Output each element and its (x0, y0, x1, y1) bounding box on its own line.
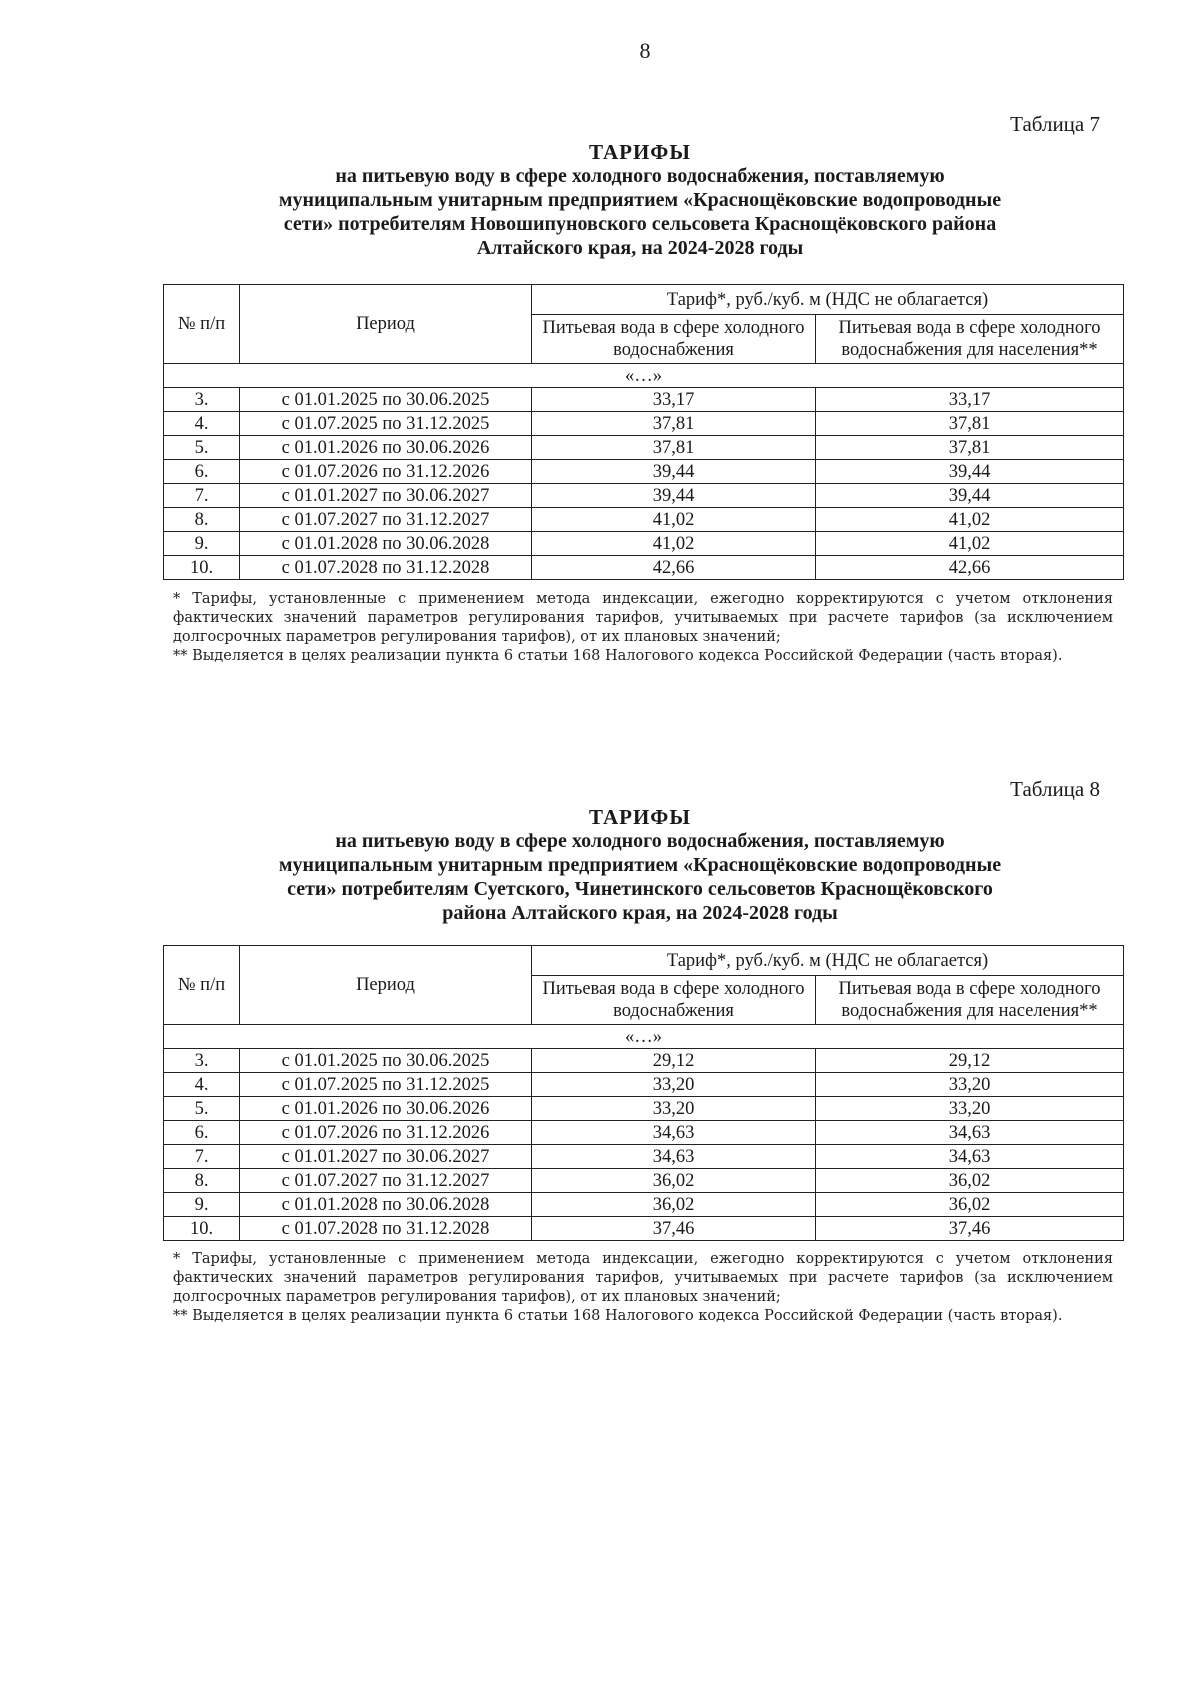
row-value-cold-water: 42,66 (532, 556, 816, 580)
row-value-cold-water: 33,17 (532, 388, 816, 412)
ellipsis-row: «…» (164, 364, 1124, 388)
row-period: с 01.01.2028 по 30.06.2028 (240, 532, 532, 556)
table-row (164, 1073, 1124, 1097)
table-row (164, 1049, 1124, 1073)
tariff-table (163, 945, 1124, 1241)
row-period: с 01.07.2028 по 31.12.2028 (240, 1217, 532, 1241)
table-row (164, 1217, 1124, 1241)
table-row (164, 1193, 1124, 1217)
row-value-cold-water: 37,46 (532, 1217, 816, 1241)
row-value-cold-water: 39,44 (532, 484, 816, 508)
row-value-population: 39,44 (816, 460, 1124, 484)
table-row (164, 388, 1124, 412)
table-row (164, 532, 1124, 556)
row-number: 4. (164, 1073, 240, 1097)
tariff-table (163, 284, 1124, 580)
row-number: 5. (164, 436, 240, 460)
table-row (164, 436, 1124, 460)
table-row (164, 1145, 1124, 1169)
row-number: 6. (164, 460, 240, 484)
header-sub-2: Питьевая вода в сфере холодного водоснабжения для населения** (816, 976, 1124, 1025)
row-value-cold-water: 29,12 (532, 1049, 816, 1073)
row-value-cold-water: 33,20 (532, 1097, 816, 1121)
table-row (164, 460, 1124, 484)
row-value-cold-water: 39,44 (532, 460, 816, 484)
row-value-population: 36,02 (816, 1193, 1124, 1217)
row-period: с 01.07.2028 по 31.12.2028 (240, 556, 532, 580)
row-period: с 01.01.2025 по 30.06.2025 (240, 1049, 532, 1073)
row-number: 9. (164, 1193, 240, 1217)
row-value-population: 34,63 (816, 1121, 1124, 1145)
header-tariff: Тариф*, руб./куб. м (НДС не облагается) (532, 285, 1124, 315)
ellipsis-row: «…» (164, 1025, 1124, 1049)
row-value-population: 37,81 (816, 436, 1124, 460)
table-label: Таблица 7 (1010, 112, 1100, 136)
row-value-population: 36,02 (816, 1169, 1124, 1193)
row-number: 7. (164, 1145, 240, 1169)
row-number: 3. (164, 388, 240, 412)
row-period: с 01.01.2027 по 30.06.2027 (240, 1145, 532, 1169)
table-row (164, 556, 1124, 580)
title-line: Алтайского края, на 2024-2028 годы (476, 237, 804, 259)
row-period: с 01.01.2027 по 30.06.2027 (240, 484, 532, 508)
row-period: с 01.01.2026 по 30.06.2026 (240, 436, 532, 460)
footnote-2: ** Выделяется в целях реализации пункта 6 статьи 168 Налогового кодекса Российской Федерации (часть вторая). (173, 1308, 1063, 1324)
row-number: 4. (164, 412, 240, 436)
footnote-1: * Тарифы, установленные с применением метода индексации, ежегодно корректируются с учетом отклонения фактических значений параметров регулирования тарифов, учитываемых при расчете тарифов (за исключением долгосрочных параметров регулирования тарифов), от их плановых значений; (173, 1251, 1113, 1305)
row-period: с 01.01.2025 по 30.06.2025 (240, 388, 532, 412)
row-period: с 01.01.2026 по 30.06.2026 (240, 1097, 532, 1121)
header-sub-1: Питьевая вода в сфере холодного водоснабжения (532, 315, 816, 364)
row-value-population: 34,63 (816, 1145, 1124, 1169)
row-value-cold-water: 36,02 (532, 1193, 816, 1217)
header-period: Период (240, 285, 532, 364)
table-title (160, 805, 1120, 925)
header-sub-1: Питьевая вода в сфере холодного водоснабжения (532, 976, 816, 1025)
row-value-population: 41,02 (816, 508, 1124, 532)
title-main: ТАРИФЫ (589, 140, 691, 164)
row-number: 8. (164, 1169, 240, 1193)
table-row (164, 412, 1124, 436)
title-line: сети» потребителям Новошипуновского сельсовета Краснощёковского района (283, 213, 997, 235)
row-period: с 01.07.2025 по 31.12.2025 (240, 412, 532, 436)
row-period: с 01.07.2026 по 31.12.2026 (240, 1121, 532, 1145)
title-main: ТАРИФЫ (589, 805, 691, 829)
header-period: Период (240, 946, 532, 1025)
footnotes (173, 1250, 1113, 1326)
row-period: с 01.07.2025 по 31.12.2025 (240, 1073, 532, 1097)
table-row (164, 508, 1124, 532)
table-row (164, 1169, 1124, 1193)
row-period: с 01.07.2026 по 31.12.2026 (240, 460, 532, 484)
row-period: с 01.07.2027 по 31.12.2027 (240, 1169, 532, 1193)
row-value-cold-water: 36,02 (532, 1169, 816, 1193)
header-num: № п/п (164, 285, 240, 364)
header-tariff: Тариф*, руб./куб. м (НДС не облагается) (532, 946, 1124, 976)
row-number: 10. (164, 556, 240, 580)
title-line: района Алтайского края, на 2024-2028 годы (442, 902, 838, 924)
title-line: муниципальным унитарным предприятием «Краснощёковские водопроводные (278, 854, 1002, 876)
row-period: с 01.01.2028 по 30.06.2028 (240, 1193, 532, 1217)
row-value-population: 37,46 (816, 1217, 1124, 1241)
row-number: 5. (164, 1097, 240, 1121)
row-number: 7. (164, 484, 240, 508)
row-value-cold-water: 41,02 (532, 508, 816, 532)
row-value-cold-water: 34,63 (532, 1121, 816, 1145)
row-value-population: 33,17 (816, 388, 1124, 412)
row-number: 3. (164, 1049, 240, 1073)
row-number: 10. (164, 1217, 240, 1241)
footnote-1: * Тарифы, установленные с применением метода индексации, ежегодно корректируются с учетом отклонения фактических значений параметров регулирования тарифов, учитываемых при расчете тарифов (за исключением долгосрочных параметров регулирования тарифов), от их плановых значений; (173, 591, 1113, 645)
row-period: с 01.07.2027 по 31.12.2027 (240, 508, 532, 532)
title-line: на питьевую воду в сфере холодного водоснабжения, поставляемую (335, 830, 945, 852)
row-value-cold-water: 41,02 (532, 532, 816, 556)
table-label: Таблица 8 (1010, 777, 1100, 801)
row-value-cold-water: 37,81 (532, 412, 816, 436)
row-value-cold-water: 33,20 (532, 1073, 816, 1097)
row-number: 8. (164, 508, 240, 532)
row-value-population: 41,02 (816, 532, 1124, 556)
row-value-population: 33,20 (816, 1097, 1124, 1121)
table-row (164, 1097, 1124, 1121)
row-number: 6. (164, 1121, 240, 1145)
title-line: на питьевую воду в сфере холодного водоснабжения, поставляемую (335, 165, 945, 187)
row-value-population: 37,81 (816, 412, 1124, 436)
header-sub-2: Питьевая вода в сфере холодного водоснабжения для населения** (816, 315, 1124, 364)
row-number: 9. (164, 532, 240, 556)
footnotes (173, 590, 1113, 666)
title-line: муниципальным унитарным предприятием «Краснощёковские водопроводные (278, 189, 1002, 211)
row-value-population: 42,66 (816, 556, 1124, 580)
row-value-population: 33,20 (816, 1073, 1124, 1097)
table-row (164, 1121, 1124, 1145)
table-title (160, 140, 1120, 260)
title-line: сети» потребителям Суетского, Чинетинского сельсоветов Краснощёковского (287, 878, 993, 900)
row-value-cold-water: 37,81 (532, 436, 816, 460)
header-num: № п/п (164, 946, 240, 1025)
footnote-2: ** Выделяется в целях реализации пункта 6 статьи 168 Налогового кодекса Российской Федерации (часть вторая). (173, 648, 1063, 664)
row-value-population: 29,12 (816, 1049, 1124, 1073)
row-value-population: 39,44 (816, 484, 1124, 508)
table-row (164, 484, 1124, 508)
row-value-cold-water: 34,63 (532, 1145, 816, 1169)
page-number: 8 (639, 38, 651, 63)
